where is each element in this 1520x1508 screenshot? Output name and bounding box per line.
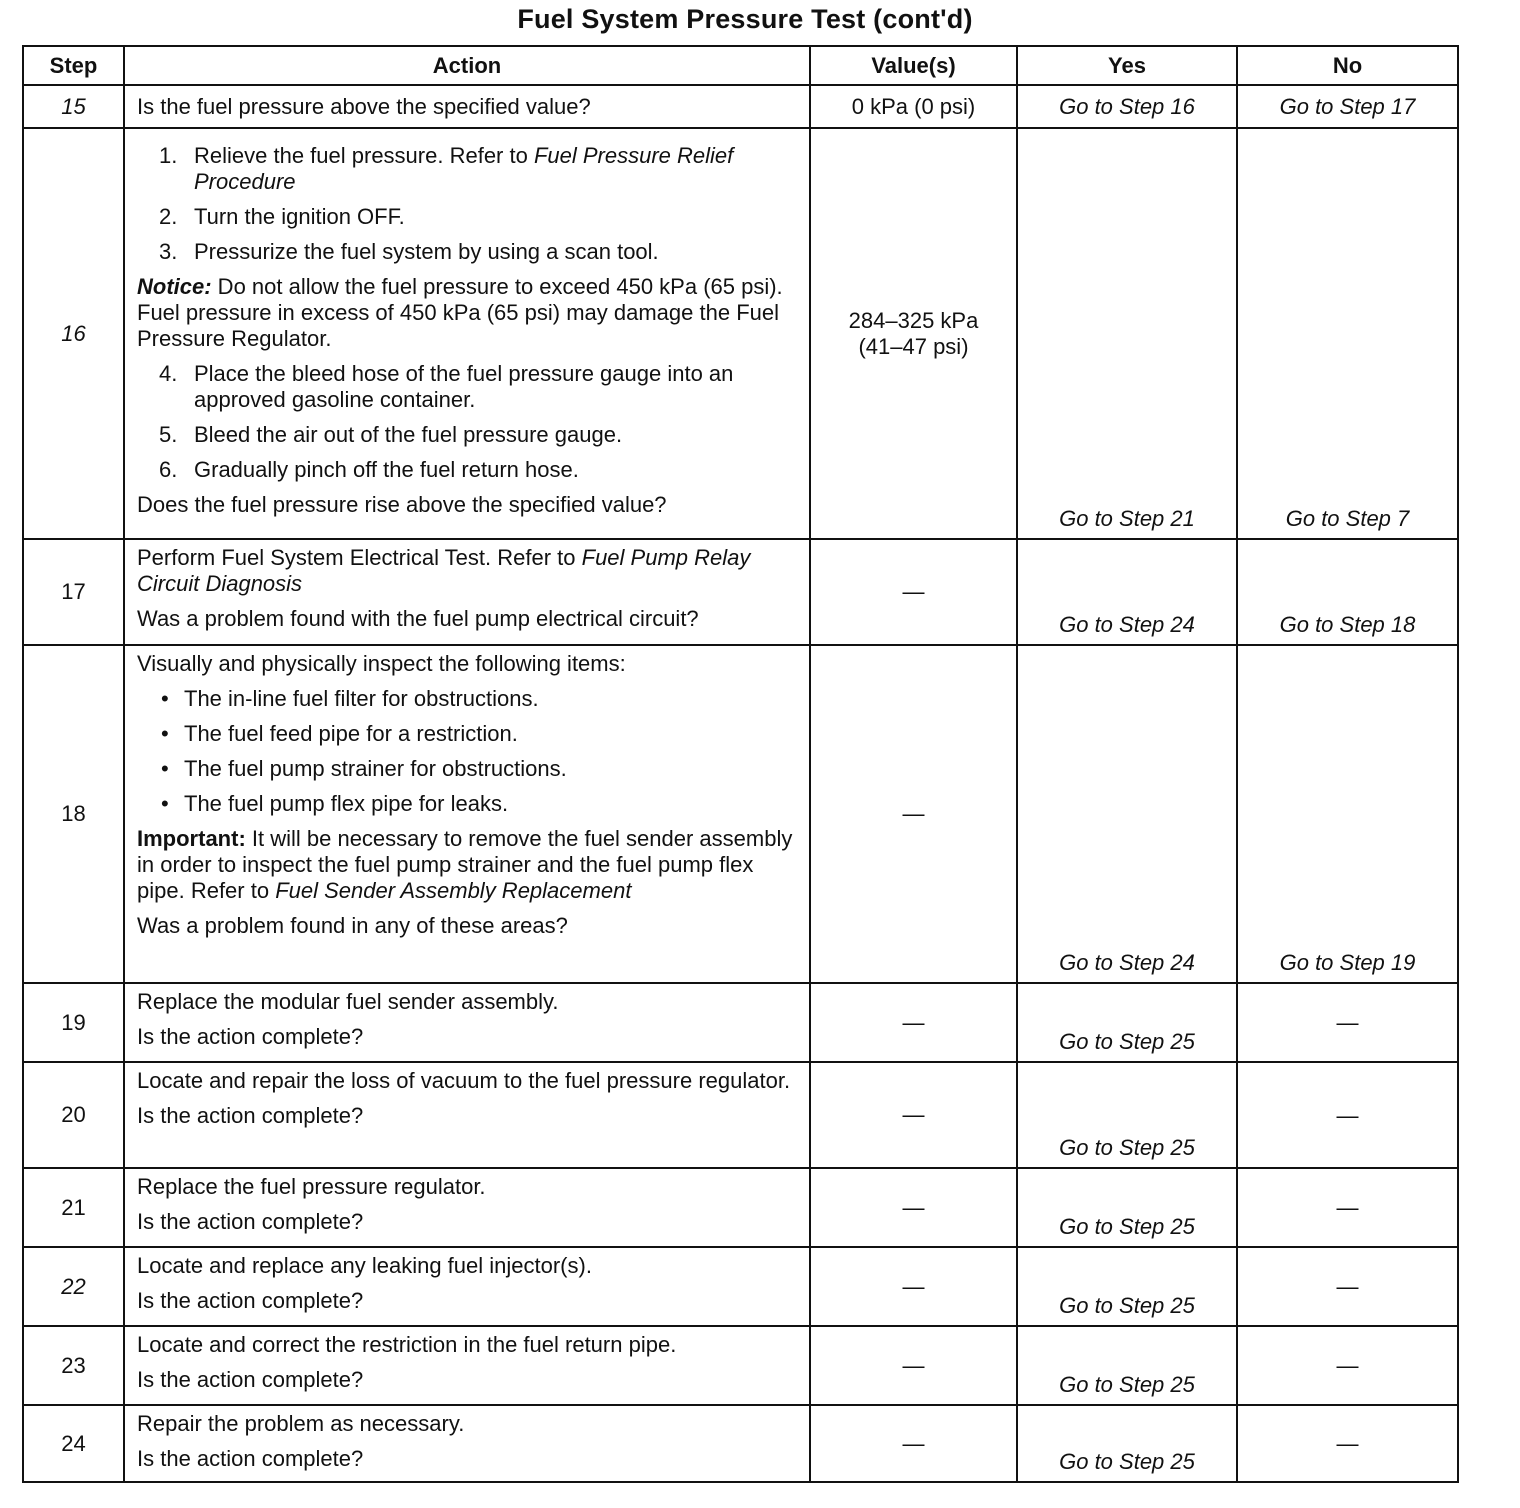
action-text <box>137 545 797 597</box>
yes-link[interactable]: Go to Step 16 <box>1017 85 1237 128</box>
value-psi: (41–47 psi) <box>858 333 969 359</box>
no-cell: — <box>1237 1405 1458 1482</box>
step-number: 18 <box>23 645 124 983</box>
item-text: Place the bleed hose of the fuel pressure gauge into an approved gasoline container. <box>194 361 734 412</box>
value-cell: — <box>810 645 1017 983</box>
yes-link[interactable]: Go to Step 25 <box>1017 1405 1237 1482</box>
header-row <box>23 46 1458 85</box>
reference-link[interactable]: Fuel Pressure Relief Procedure <box>194 143 734 194</box>
action-cell <box>124 983 810 1062</box>
step-number: 17 <box>23 539 124 645</box>
table-row-step-20 <box>23 1062 1458 1168</box>
item-number: 5. <box>159 422 178 447</box>
value-cell: — <box>810 1062 1017 1168</box>
step-number: 20 <box>23 1062 124 1168</box>
action-question: Is the action complete? <box>137 1024 364 1049</box>
yes-link[interactable]: Go to Step 25 <box>1017 1062 1237 1168</box>
no-link[interactable]: Go to Step 7 <box>1237 128 1458 539</box>
notice-paragraph <box>137 274 797 352</box>
item-text: Pressurize the fuel system by using a scan tool. <box>194 239 659 264</box>
yes-link[interactable]: Go to Step 25 <box>1017 1168 1237 1247</box>
item-number: 3. <box>159 239 178 264</box>
important-text: It will be necessary to remove the fuel sender assembly in order to inspect the fuel pump strainer and the fuel pump flex pipe. Refer to <box>137 826 793 903</box>
no-cell: — <box>1237 1326 1458 1405</box>
value-kpa: 284–325 kPa <box>848 307 979 333</box>
action-cell <box>124 1326 810 1405</box>
action-instruction: Perform Fuel System Electrical Test. Refer to <box>137 545 582 570</box>
item-number: 4. <box>159 361 178 386</box>
bullet-item <box>137 686 797 712</box>
table-row-step-22 <box>23 1247 1458 1326</box>
action-cell <box>124 85 810 128</box>
action-text: Replace the modular fuel sender assembly. <box>137 989 559 1014</box>
list-item <box>137 361 797 413</box>
bullet-item <box>137 756 797 782</box>
action-cell <box>124 645 810 983</box>
no-cell: — <box>1237 1247 1458 1326</box>
item-text: Turn the ignition OFF. <box>194 204 405 229</box>
action-intro: Visually and physically inspect the following items: <box>137 651 626 676</box>
action-text: Locate and replace any leaking fuel injector(s). <box>137 1253 592 1278</box>
no-cell: — <box>1237 1062 1458 1168</box>
item-number: 2. <box>159 204 178 229</box>
important-paragraph <box>137 826 797 904</box>
action-cell <box>124 1168 810 1247</box>
no-cell: — <box>1237 1168 1458 1247</box>
action-question: Is the action complete? <box>137 1288 364 1313</box>
important-label: Important: <box>137 826 246 851</box>
action-question: Does the fuel pressure rise above the specified value? <box>137 492 667 517</box>
yes-link[interactable]: Go to Step 24 <box>1017 539 1237 645</box>
action-cell <box>124 1405 810 1482</box>
action-question: Is the action complete? <box>137 1209 364 1234</box>
list-item <box>137 204 797 230</box>
value-cell <box>810 128 1017 539</box>
bullet-icon: • <box>161 686 169 711</box>
step-number: 19 <box>23 983 124 1062</box>
action-cell <box>124 1062 810 1168</box>
list-item <box>137 239 797 265</box>
no-link[interactable]: Go to Step 17 <box>1237 85 1458 128</box>
value-cell: — <box>810 1326 1017 1405</box>
value-cell: 0 kPa (0 psi) <box>810 85 1017 128</box>
action-text: Replace the fuel pressure regulator. <box>137 1174 486 1199</box>
action-question: Is the action complete? <box>137 1367 364 1392</box>
yes-link[interactable]: Go to Step 25 <box>1017 1326 1237 1405</box>
item-text: Relieve the fuel pressure. Refer to <box>194 143 534 168</box>
table-row-step-21 <box>23 1168 1458 1247</box>
header-yes: Yes <box>1017 46 1237 85</box>
bullet-text: The in-line fuel filter for obstructions. <box>184 686 539 711</box>
action-question: Is the action complete? <box>137 1103 364 1128</box>
step-number: 15 <box>23 85 124 128</box>
table-row-step-17 <box>23 539 1458 645</box>
step-number: 16 <box>23 128 124 539</box>
table-row-step-16 <box>23 128 1458 539</box>
header-values: Value(s) <box>810 46 1017 85</box>
action-question: Was a problem found in any of these areas? <box>137 913 568 938</box>
action-cell <box>124 1247 810 1326</box>
value-cell: — <box>810 1168 1017 1247</box>
value-cell: — <box>810 1247 1017 1326</box>
bullet-text: The fuel pump flex pipe for leaks. <box>184 791 509 816</box>
table-row-step-15 <box>23 85 1458 128</box>
notice-label: Notice: <box>137 274 212 299</box>
table-row-step-19 <box>23 983 1458 1062</box>
bullet-text: The fuel feed pipe for a restriction. <box>184 721 518 746</box>
action-cell <box>124 128 810 539</box>
header-step: Step <box>23 46 124 85</box>
reference-link[interactable]: Fuel Sender Assembly Replacement <box>275 878 632 903</box>
pressure-test-table <box>22 45 1459 1483</box>
notice-text: Do not allow the fuel pressure to exceed 450 kPa (65 psi). Fuel pressure in excess of 450 kPa (65 psi) may damage the Fuel Pressure Regulator. <box>137 274 783 351</box>
yes-link[interactable]: Go to Step 25 <box>1017 983 1237 1062</box>
header-action: Action <box>124 46 810 85</box>
item-number: 6. <box>159 457 178 482</box>
value-cell: — <box>810 1405 1017 1482</box>
page-title: Fuel System Pressure Test (cont'd) <box>517 4 973 34</box>
action-text: Locate and correct the restriction in the fuel return pipe. <box>137 1332 677 1357</box>
value-cell: — <box>810 539 1017 645</box>
no-link[interactable]: Go to Step 19 <box>1237 645 1458 983</box>
list-item <box>137 143 797 195</box>
bullet-item <box>137 791 797 817</box>
item-text: Gradually pinch off the fuel return hose. <box>194 457 579 482</box>
bullet-item <box>137 721 797 747</box>
action-text: Locate and repair the loss of vacuum to the fuel pressure regulator. <box>137 1068 791 1093</box>
action-question: Is the fuel pressure above the specified value? <box>137 93 591 119</box>
table-row-step-23 <box>23 1326 1458 1405</box>
bullet-icon: • <box>161 791 169 816</box>
item-text: Bleed the air out of the fuel pressure gauge. <box>194 422 623 447</box>
yes-link[interactable]: Go to Step 25 <box>1017 1247 1237 1326</box>
bullet-icon: • <box>161 756 169 781</box>
action-cell <box>124 539 810 645</box>
value-cell: — <box>810 983 1017 1062</box>
item-number: 1. <box>159 143 178 168</box>
table-row-step-24 <box>23 1405 1458 1482</box>
step-number: 21 <box>23 1168 124 1247</box>
no-link[interactable]: Go to Step 18 <box>1237 539 1458 645</box>
yes-link[interactable]: Go to Step 24 <box>1017 645 1237 983</box>
list-item <box>137 457 797 483</box>
header-no: No <box>1237 46 1458 85</box>
list-item <box>137 422 797 448</box>
action-question: Was a problem found with the fuel pump electrical circuit? <box>137 606 699 631</box>
yes-link[interactable]: Go to Step 21 <box>1017 128 1237 539</box>
step-number: 23 <box>23 1326 124 1405</box>
reference-link[interactable]: Fuel Pump Relay Circuit Diagnosis <box>137 545 751 596</box>
bullet-text: The fuel pump strainer for obstructions. <box>184 756 567 781</box>
table-row-step-18 <box>23 645 1458 983</box>
no-cell: — <box>1237 983 1458 1062</box>
bullet-icon: • <box>161 721 169 746</box>
step-number: 22 <box>23 1247 124 1326</box>
step-number: 24 <box>23 1405 124 1482</box>
action-text: Repair the problem as necessary. <box>137 1411 465 1436</box>
action-question: Is the action complete? <box>137 1446 364 1471</box>
